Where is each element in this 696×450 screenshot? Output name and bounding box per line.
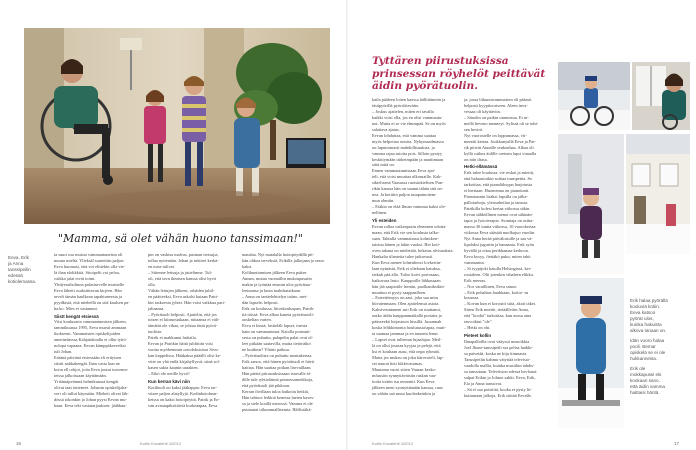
article-line: Eevan rullaa vaikeapasin elemmen odotta-: [372, 224, 447, 230]
article-line: tämättä ole vikaa, se johtaa tästä pyörä-: [148, 323, 218, 329]
article-line: rik pitivät Annalle seukonhaa. Alkaa oli: [464, 144, 534, 150]
article-line: myös helpottaa asioita. Nykymaailmassa: [372, 138, 444, 144]
article-line: Sitten Erik miettii, tietäälleiiin Anna,: [464, 307, 529, 313]
article-line: Tanssipeilin kahmu vätyttää televisio-: [464, 356, 531, 362]
article-line: toisen ei kiinnostukaan, mitaansa ei väli-: [148, 317, 220, 323]
caption-line: edessä: [8, 273, 23, 278]
article-line: – Sittenne lettsuja ja juttelinme. Tul-: [148, 269, 213, 275]
article-line: vaadolla mallia, kuinka musiikin tahdis-: [464, 362, 535, 368]
article-line: nut. Mutta ei se vie elmmpää. Se on myös: [372, 120, 446, 126]
article-line: menttii kertaa. Joukkanyallä Eeva ja Pat-: [464, 138, 536, 144]
article-line: mfuusiin synnyttäväisiin raskan vaa-: [372, 372, 437, 378]
article-line: Erik tulee koulusta, vie reskat ja miettii,: [464, 170, 535, 176]
article-line: rootaleen. Olit jotenkin vihaleen elikka.: [464, 271, 534, 277]
footer-right: Kotiin Kuvalehti 4/2012: [372, 441, 413, 446]
article-line: nolopa vapaana. Eevan kämppäkaveriksi: [54, 343, 126, 349]
article-line: oli, että tavn ihmisen kanssa olisi hyvä: [148, 275, 216, 281]
subheading: Pieteet kollin: [464, 333, 492, 339]
article-column: [242, 252, 328, 413]
article-line: dille tule ryhtieläimä prinsessameikkoja,: [242, 377, 314, 383]
article-line: lipalaksi jugurtin ja banaania. Erik syön: [464, 241, 534, 247]
article-line: että pyörätuoli jää pikkoon.: [242, 382, 291, 388]
caption-line: kouluviä kotiin.: [630, 304, 661, 309]
article-line: mun ohmiin.: [372, 198, 395, 204]
article-line: on vähän saä muut kuoleakeinkin ja: [372, 390, 436, 396]
article-line: kin taskoesta jyhtei. Hän voisi vaikkua pari-: [148, 299, 226, 305]
article-line: sa tanssitaan. Televiision edessä hevlouut: [464, 368, 537, 374]
caption-line: kookaan sano,: [630, 378, 660, 383]
article-line: jälkeen meni synnyttämään kausaa, ruus: [372, 384, 443, 390]
article-line: kaikuvara lasto. Kauppoille lähkassaan: [372, 277, 441, 283]
article-line: pallotarhoja, yleisurheilua ja tanssia.: [464, 200, 529, 206]
article-line: vuotta myöhemmin ortodoksisissa Sivu-: [148, 347, 219, 353]
woman-window-photo: [632, 62, 690, 130]
article-line: Eeva lähetti osaksitttavan kirjeen. Hän: [54, 287, 122, 293]
article-line: Eeva ei kinsä, fastielält lapset, itsesta: [242, 323, 308, 329]
article-line: Patrikilla kolesi kertaa viikossa säkin.: [464, 206, 531, 212]
article-line: kaan. Eeva teki vastatarjouksen: jäähkau-: [54, 402, 127, 408]
article-line: Erik sanoo, että hänen pyörätuoli ei hävit: [242, 359, 315, 365]
article-line: Eeva huomasi, että voi elttiekin olla vie-: [54, 263, 126, 269]
article-line: saan. Tahtulla vammaisuus kolmikerr-: [372, 235, 440, 241]
subheading: Siistt kengät etsiessä: [54, 313, 99, 319]
article-line: ihoksesni. Vammaisten opiskelijoiden: [54, 331, 121, 337]
article-line: että "kookä" tarkoittaa, kun aussa aina: [464, 313, 532, 319]
caption-line: pooli. Bemar: [630, 344, 656, 349]
article-line: ksi ei kouhaan ausu, että onpa tyhmää.: [372, 349, 440, 355]
article-line: Kerran ihvillaan tuloa haikoitu hetkiä,: [242, 388, 309, 394]
article-line: Eevan ja Patrikin häitä juhlittiin viisi: [148, 341, 213, 347]
article-line: kän ohkoa terveksiä, Erikilla jalkojaan ja sesso: [242, 257, 325, 263]
article-line: vamma rajaa asioita pois. Silloin pystyy: [372, 150, 443, 156]
living-room-photo: [24, 28, 330, 224]
caption-line: että äidin vamma: [630, 384, 665, 389]
article-line: Yritämäpväinnä helmikuussa kengät: [54, 379, 119, 385]
article-line: taistuu hänen ja lakin vuoksi. Hei koti-: [372, 241, 441, 247]
article-line: mellä heveno menneyt. Sylissä oli se tuht-: [464, 120, 539, 126]
article-line: kaksi.: [242, 263, 253, 269]
article-line: kouseaa.: [464, 295, 480, 301]
caption-line: Eeva, Erik: [8, 255, 29, 260]
article-line: – Si tyypijoki katulla Helsingissä, ker-: [464, 265, 532, 271]
article-line: Nyt Anna herää päivälostulle ja saa vä-: [464, 235, 533, 241]
article-line: keskittymään tärkeimpään ja nauttimaan: [372, 156, 444, 162]
article-line: oven takana on mielettää, hokatus alvisuuksia.: [372, 247, 454, 253]
girl-snow-photo: [558, 134, 624, 274]
article-line: laan nytnästä, Erik ei oliekaan kaiuksa,: [372, 265, 441, 271]
article-line: – Esteettömyys on aasi, joka saa miru: [372, 295, 439, 301]
caption-line: opiskelä se ei ole: [630, 350, 666, 355]
article-line: ne kuitkeat? Yhtäsi paikuu.: [242, 347, 290, 353]
article-line: kaila pääleen loiten kaessa hällittämiön ja: [372, 97, 446, 102]
article-line: Viisi koulusarta vammautumisen jälkeen,: [54, 319, 127, 325]
article-line: en mise tulivat.: [148, 263, 175, 269]
article-line: Hän pärttä piirustuksissaan istuvalle äi-: [242, 371, 312, 377]
article-line: vitte on yhä enilä kirjahyllyssä: siinä sol-: [148, 359, 221, 365]
caption-line: tanssipeilin: [8, 267, 31, 272]
article-line: tullaa nyttenään. Johan ja nöttiret kerkä-: [148, 257, 219, 263]
article-line: tiä töissä. Eeva alkaa kaueta pyörätuooli-: [242, 311, 315, 317]
article-line: sesta on puhuttu, palapelin palat ovat ol-: [242, 335, 314, 341]
article-line: että hahaasioikin sotitaa trumpettia. Se: [464, 176, 532, 182]
article-line: Eevan sähköllinen menot ovat sähinän-: [464, 212, 534, 218]
house-in-snow-image: [626, 134, 690, 254]
article-line: tammikuussa 1995, Eeva mursti ammaan: [54, 325, 127, 331]
pull-quote: "Mamma, sä olet vähän huono tanssimaan!": [58, 232, 304, 245]
article-line: Hankalia tilanteita tulee jatkuvasti.: [372, 253, 434, 259]
photo-caption-left: [8, 255, 46, 285]
article-line: hän jää saapiottle lsentin, puolkaniksikin-: [372, 283, 446, 289]
snow-bike-photo: [558, 62, 630, 130]
article-line: ei herttaan. Huomenna on pianotunti.: [464, 188, 530, 194]
article-line: sen hevirä.: [464, 126, 484, 132]
article-line: Eevan lohduttaa, että vamma saattaa: [372, 132, 437, 138]
caption-line: Eeva katsoo: [630, 310, 656, 315]
article-line: Patrik ei makkunut lattiaila.: [148, 335, 197, 341]
article-line: – Erik pohahtas haukkaan, koitto- su: [464, 289, 529, 295]
article-line: – Eikö ole meille hyvä?: [148, 371, 190, 377]
article-column: [54, 252, 140, 409]
article-line: ta saamaa jammaa ja en tunneta lenut.: [372, 331, 439, 337]
article-line: matalaa. Nyt matalalla hotiopöydällä pit-: [242, 252, 315, 257]
article-line: vitsee paljon alatyllyjä. Kodinhotolmar-: [148, 390, 219, 396]
subheading: Yli esteiden: [372, 218, 397, 224]
article-line: Muutama vuosi sitten Vaasan kesko-: [372, 366, 437, 372]
caption-line: ja Anna: [8, 261, 24, 266]
subheading: Kun kerran kävi niin: [148, 379, 190, 385]
article-line: rikin kanssa hän on saanut tähän sitä on-: [372, 186, 444, 192]
article-line: Joel Jhone-tanssipeili ssa pelisa haikkt-: [464, 345, 534, 351]
article-line: dössä tokonkin ja Johan pyysi Eevan mu-: [54, 396, 127, 402]
subheading: Hetki-ellämässä: [464, 164, 498, 170]
caption-line: pyörät ulos,: [630, 316, 654, 321]
article-line: sa ja siele koullä merossä. Vamma ei ole: [242, 400, 313, 406]
article-line: salpat Erikin ja Johnot sakki. Eeva, Erik,: [464, 374, 536, 380]
winter-walk-photo: [558, 278, 624, 428]
article-line: – Sänolin on paikin ummistua. Ei ni-: [464, 114, 529, 120]
article-line: teli, että voisi muuttaa ulkomaille. Kak-: [372, 174, 442, 180]
article-line: maan, että Erik vie sen koulusta talko-: [372, 229, 440, 235]
article-line: ha.ko. Mies ei vastannut.: [54, 305, 98, 311]
article-line: kuttamaan jalkoja, Erik sitttää Eevalle.: [464, 392, 533, 398]
article-line: leet pitkään saatavilla, mutta tietävätkö: [242, 341, 311, 347]
article-line: täsäpyörillä pyöriöitavään.: [372, 102, 419, 108]
article-line: hiivatenmaan. Olen ajattelemut asiota.: [372, 301, 440, 307]
house-photo: [626, 134, 690, 254]
article-line: hyvällä ja ottaa perikkamaa kerhoon.: [464, 247, 529, 253]
article-line: nellinen.: [372, 210, 388, 216]
article-line: – Lapset ovat tulleetan lujaalajaa. Meil-: [372, 337, 442, 343]
article-line: puutautai tiikummallisemia. Hälfistäkä-: [242, 406, 312, 412]
caption-line: kotiolemassa.: [8, 279, 37, 284]
article-line: tuli Johan.: [54, 349, 73, 355]
article-line: – Sä ei saa poistiitä, kooka et pysty lii-: [464, 386, 532, 392]
boy-on-bike-image: [558, 62, 630, 130]
article-line: amerindasssa Kahjainkoalla ei ollut tyttö-: [54, 337, 128, 343]
article-line: massa 30 tuntia viikossa, 10 vuorokertaa: [464, 224, 536, 230]
article-line: vessaa oli käyttäviin.: [464, 108, 501, 114]
article-line: muuta mieltä. Ylieksäl suurettiin paljon.: [54, 257, 125, 263]
article-line: jaltaansa.: [148, 305, 165, 311]
article-line: kain on vamnautunut. Kaiolla potusmi-: [242, 329, 311, 335]
article-line: sikielisenä Vaasassa ruotsinkielisen Pun-: [372, 180, 444, 186]
article-line: viikossa Eeva säästää nuolkujuo vuodin.: [464, 229, 536, 235]
article-line: van avautapiksittäviä korkeaapaa, Eeva: [148, 402, 218, 408]
article-line: makin ja työntää ensmin ulos pyörätuo-: [242, 281, 312, 287]
footer-left: Kotiin Kuvalehti 4/2012: [140, 441, 181, 446]
article-line: Erik on koulussa, liitoskouluspan, Patrik-: [242, 305, 315, 311]
article-column: [148, 252, 234, 409]
article-line: siitä mitä on.: [372, 162, 395, 168]
article-line: raikuk pää alla. Tuloo koivi portosaan,: [372, 271, 440, 277]
article-line: koon ell robjot, joita Eeva joutui turvenm-: [54, 367, 129, 373]
article-line: Erik meeras.: [464, 277, 487, 283]
girl-in-snow-image: [558, 134, 624, 274]
article-line: Kun Eeva menee lolneubeori lovkertin-: [372, 259, 442, 265]
article-line: rasvoiktut "ole".: [464, 319, 493, 325]
article-line: haittaa. Hän saattaa poikan lisevaillaan.: [242, 365, 312, 371]
article-line: Kaksiveuntaneni asti Erik on ruuttanut,: [372, 307, 441, 313]
article-line: lä on ollut joustaa kyyjaa ja pelejä, että: [372, 343, 441, 349]
article-line: Mutta jos muksu on joku kärovoteli, lap-: [372, 354, 444, 360]
article-line: on luputtomasti mahdollisuuksia, ja: [372, 144, 435, 150]
article-line: – Pyörätuoli helposti. Ajattelin, että jos: [148, 311, 217, 317]
article-line: koska lelikkimonta houlutusta/apaa, muit-: [372, 325, 446, 331]
article-line: pyydkistä, että miehellä on sitä kaulsen pa-: [54, 299, 130, 305]
article-line: tarkoittaa, että pianoläksypn harjotusta: [464, 182, 533, 188]
article-line: Yhdyessiholinna palasisevelle muistelle: [54, 281, 125, 287]
article-headline: Tyttären piirustuksissa prinsessan röyhelöt peittävät äidin pyörätuolin.: [372, 55, 546, 92]
article-line: – Etäkin on elää Ilman vammaa kaksi ole-: [372, 204, 447, 210]
article-line: Vähän lettujen jälkeen, orbäden jubil-: [148, 287, 215, 293]
article-column: [464, 97, 548, 399]
family-dancing-image: [24, 28, 330, 224]
article-line: arveli tämän kaulkean tapahtuneesta ja: [54, 293, 123, 299]
article-line: vaikka jalat eivät toimi.: [54, 275, 96, 281]
article-line: nea. Ja keritiin paljon tasapainoitem-: [372, 192, 437, 198]
caption-line: haittaisi häntä.: [630, 390, 660, 395]
article-line: Ennen vammautumistaan Eeva ajat-: [372, 168, 436, 174]
article-line: pääseeekö kirjastoon hissillä. Juuunnah: [372, 319, 442, 325]
caption-line: kuinka hakuista: [630, 322, 662, 327]
article-line: Hän tahtooi leikkiä kenessa laeten kaves-: [242, 394, 315, 400]
article-line: Eräänä päivänä etsiessään eli erityisen: [54, 355, 122, 361]
article-line: sa paivetää, koska ne kiju tiinmasta.: [464, 351, 528, 357]
article-line: on niin iltasa.: [464, 156, 488, 162]
article-line: kan kappelissa. Hääkaksa pääälli olisi ke-: [148, 353, 222, 359]
article-line: Annan, mutua vuonaillin mukoupasuiin: [242, 275, 312, 281]
article-line: kyllä vaikea äidille oreinen lapsi vinaalla: [464, 150, 537, 156]
article-line: Nyt vuorostelle on loppumassa, vii-: [464, 132, 527, 138]
article-line: – Joskus ajattelen, miten eri tavalla: [372, 108, 434, 114]
article-line: veri oli tullut käymään. Mieheti olivat läh-: [54, 390, 129, 396]
caption-line: Erik halaa pyörällä: [630, 298, 668, 303]
caption-line: alkova tanaan on.: [630, 328, 667, 333]
article-line: Ilmapalloilla ovat vääyssä musoikkia: [464, 339, 530, 345]
photo-caption-right: [630, 298, 690, 396]
article-line: Eeva kysyy, fiettäkö puku, miten tahti: [464, 253, 531, 259]
caption-line: mokkapussi eki: [630, 372, 662, 377]
article-line: tiotta tottiin isn remontti. Kun Eeva: [372, 378, 435, 384]
article-line: Kolihunttamisen jälkeen Eeva pukee: [242, 269, 307, 275]
article-line: en päätteeksi, Eeva askalsi kutaan Patri-: [148, 293, 219, 299]
article-line: olivat taas tutteneet. Johanin opiskelijaka-: [54, 384, 128, 390]
article-line: – Hetki on ohi.: [464, 325, 491, 331]
article-line: dän lapselsi helposti.: [242, 299, 279, 305]
article-line: set naurat hoti kikkivasamas.: [372, 360, 423, 366]
caption-line: hukkanneisa.: [630, 356, 658, 361]
article-line: – Anna on tanttelehttelyn taiino, mei-: [242, 293, 308, 299]
caption-line: Idän vuoro halaa: [630, 338, 665, 343]
article-line: ontko äidin kauppanmaikallä portaita ja: [372, 313, 442, 319]
article-line: – Pyörätuolista on puhuttu montakertaa.: [242, 353, 313, 359]
article-line: teissa jalkoissaan käyttämään.: [54, 373, 107, 379]
article-line: leetuunsa ja lunta tuahdsataikaan.: [242, 287, 302, 293]
article-line: tuolista.: [148, 329, 163, 335]
article-line: salattava ajatus.: [372, 126, 400, 132]
caption-line: Erik ole: [630, 366, 646, 371]
article-line: kasen sukia kaunin uraakten.: [148, 365, 199, 371]
article-line: Eia ja Anna tanssivat.: [464, 380, 503, 386]
woman-at-window-image: [632, 62, 690, 130]
article-line: vammautui.: [464, 259, 485, 265]
article-line: pin on vaskisa malvas, pasinan tertsujia,: [148, 252, 219, 257]
article-line: keissa on kaksi hotoipöyttä. Patrik ja Ee-: [148, 396, 220, 402]
article-line: muuttuu ei pysty saappaalleen.: [372, 289, 427, 295]
article-line: – Nor varaillinen, Eeva sanoo.: [464, 283, 518, 289]
article-line: olla.: [148, 281, 156, 287]
article-line: kaikki voisi olla, jos en olisi vammautu-: [372, 114, 443, 120]
article-line: helposti kyyptiooriseen. Aleen inva-: [464, 102, 528, 108]
article-column: [372, 97, 456, 397]
family-winter-walk-image: [558, 278, 624, 428]
article-line: aoskeltan varten.: [242, 317, 272, 323]
page-number-right: 17: [674, 441, 680, 446]
article-line: – Kovan kun ei koroutti siitä, akoit täkei.: [464, 301, 537, 307]
article-line: Kotiltuoli on kaksi jääkappia: Eeva tar-: [148, 384, 218, 390]
article-line: Pianotunnin lisäksi lapsilla on jalka-: [464, 194, 528, 200]
article-line: siistit nahkakengät. Ihan vasta kun ne: [54, 361, 120, 367]
article-line: ta suuri osa muista vammautuneista oli: [54, 252, 123, 257]
article-line: ja, jossa liikuntavammaisen oli päässit: [464, 97, 532, 102]
article-line: lä ihan elokkkitä. Sitoipelit voi peloa,: [54, 269, 120, 275]
page-number-left: 16: [16, 441, 22, 446]
article-line: tapia ja fysioterapia. Avuntaja on asitta-: [464, 218, 534, 224]
